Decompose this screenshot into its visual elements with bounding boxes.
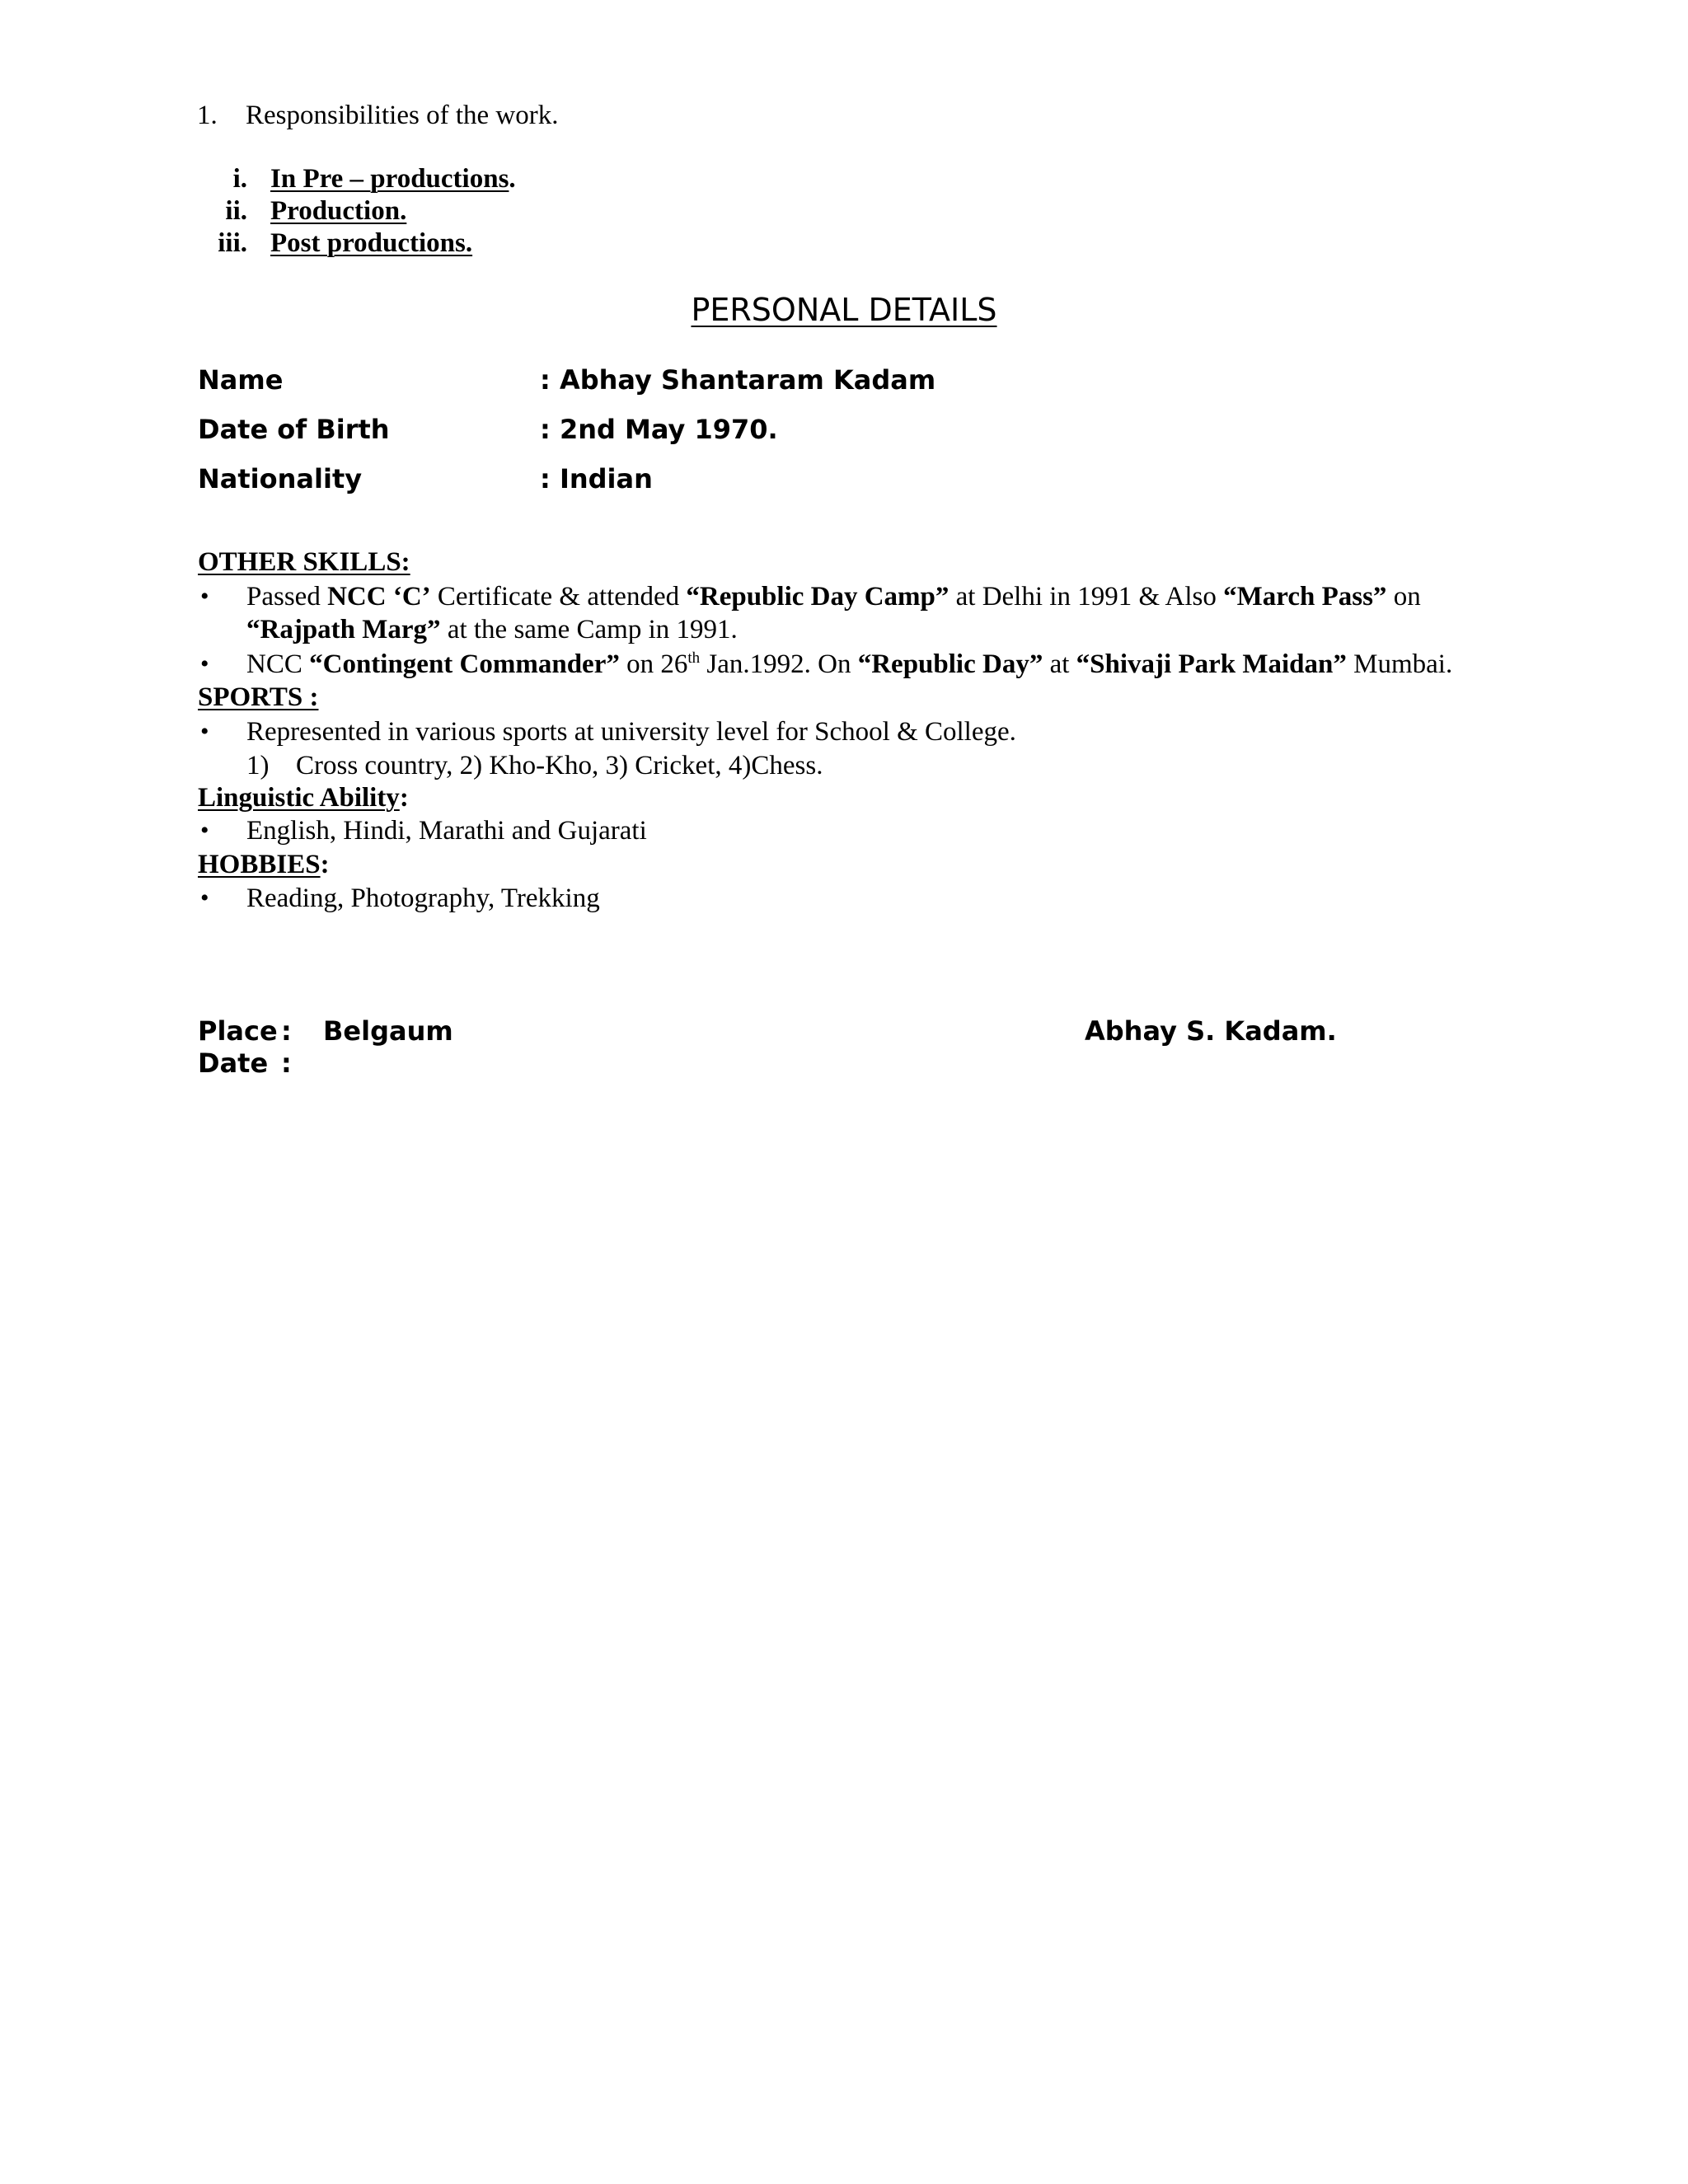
date-label: Date xyxy=(198,1047,269,1079)
responsibility-label-text: Production. xyxy=(270,196,407,226)
responsibility-item xyxy=(198,194,528,227)
sports-sub-number: 1) xyxy=(246,751,270,780)
bullet-icon: • xyxy=(200,583,209,610)
text-span: NCC xyxy=(246,649,310,679)
skills-bullet-1-line-1 xyxy=(246,580,1421,613)
personal-details-heading: PERSONAL DETAILS xyxy=(691,292,997,328)
date-colon: : xyxy=(281,1047,292,1079)
responsibility-label xyxy=(270,162,516,195)
text-span: at the same Camp in 1991. xyxy=(440,615,738,644)
responsibility-label-text: Post productions. xyxy=(270,228,473,258)
text-span: on xyxy=(1386,582,1421,612)
text-span: at Delhi in 1991 & Also xyxy=(949,582,1224,612)
text-span-bold: NCC ‘C’ xyxy=(327,582,431,612)
skills-bullet-2 xyxy=(246,648,1452,681)
bullet-icon: • xyxy=(200,817,209,844)
bullet-icon: • xyxy=(200,650,209,677)
superscript: th xyxy=(687,649,701,667)
detail-value-nationality: : Indian xyxy=(540,463,653,494)
signature-name: Abhay S. Kadam. xyxy=(1085,1015,1337,1047)
responsibility-item xyxy=(198,227,528,260)
responsibilities-title: Responsibilities of the work. xyxy=(246,101,559,130)
responsibility-label-text: In Pre – productions xyxy=(270,164,509,194)
heading-colon: : xyxy=(399,783,409,813)
roman-numeral: i. xyxy=(232,164,247,194)
bullet-icon: • xyxy=(200,884,209,912)
sports-heading: SPORTS : xyxy=(198,682,319,712)
place-value: Belgaum xyxy=(323,1015,453,1047)
text-span-bold: “Republic Day Camp” xyxy=(686,582,950,612)
text-span-bold: “Rajpath Marg” xyxy=(246,615,441,644)
place-label: Place xyxy=(198,1015,278,1047)
responsibility-label xyxy=(270,194,406,227)
detail-label-nationality: Nationality xyxy=(198,463,363,494)
text-span: Jan.1992. On xyxy=(700,649,858,679)
text-span: at xyxy=(1043,649,1076,679)
sports-sub-text: Cross country, 2) Kho-Kho, 3) Cricket, 4)Chess. xyxy=(296,751,823,780)
text-span-bold: “Contingent Commander” xyxy=(309,649,620,679)
other-skills-heading: OTHER SKILLS: xyxy=(198,547,410,577)
linguistic-heading-text: Linguistic Ability xyxy=(198,783,400,813)
responsibilities-number: 1. xyxy=(197,101,218,130)
responsibility-suffix: . xyxy=(509,164,516,194)
text-span-bold: “Republic Day” xyxy=(857,649,1043,679)
hobbies-heading xyxy=(198,848,330,881)
place-colon: : xyxy=(281,1015,292,1047)
text-span: Passed xyxy=(246,582,328,612)
roman-numeral: ii. xyxy=(225,196,247,226)
text-span: Certificate & attended xyxy=(430,582,687,612)
linguistic-heading xyxy=(198,781,409,814)
hobbies-bullet: Reading, Photography, Trekking xyxy=(246,883,600,913)
text-span: Mumbai. xyxy=(1346,649,1453,679)
roman-numeral: iii. xyxy=(218,228,247,258)
text-span: on 26 xyxy=(619,649,688,679)
responsibility-item xyxy=(198,162,528,195)
text-span-bold: “Shivaji Park Maidan” xyxy=(1076,649,1347,679)
text-span-bold: “March Pass” xyxy=(1223,582,1387,612)
responsibility-label xyxy=(270,227,472,260)
linguistic-bullet: English, Hindi, Marathi and Gujarati xyxy=(246,816,647,846)
bullet-icon: • xyxy=(200,718,209,745)
skills-bullet-1-line-2 xyxy=(246,613,738,646)
detail-value-name: : Abhay Shantaram Kadam xyxy=(540,364,936,396)
detail-label-dob: Date of Birth xyxy=(198,414,390,445)
detail-value-dob: : 2nd May 1970. xyxy=(540,414,778,445)
heading-colon: : xyxy=(320,850,330,879)
sports-bullet: Represented in various sports at university level for School & College. xyxy=(246,717,1016,747)
hobbies-heading-text: HOBBIES xyxy=(198,850,321,879)
detail-label-name: Name xyxy=(198,364,284,396)
